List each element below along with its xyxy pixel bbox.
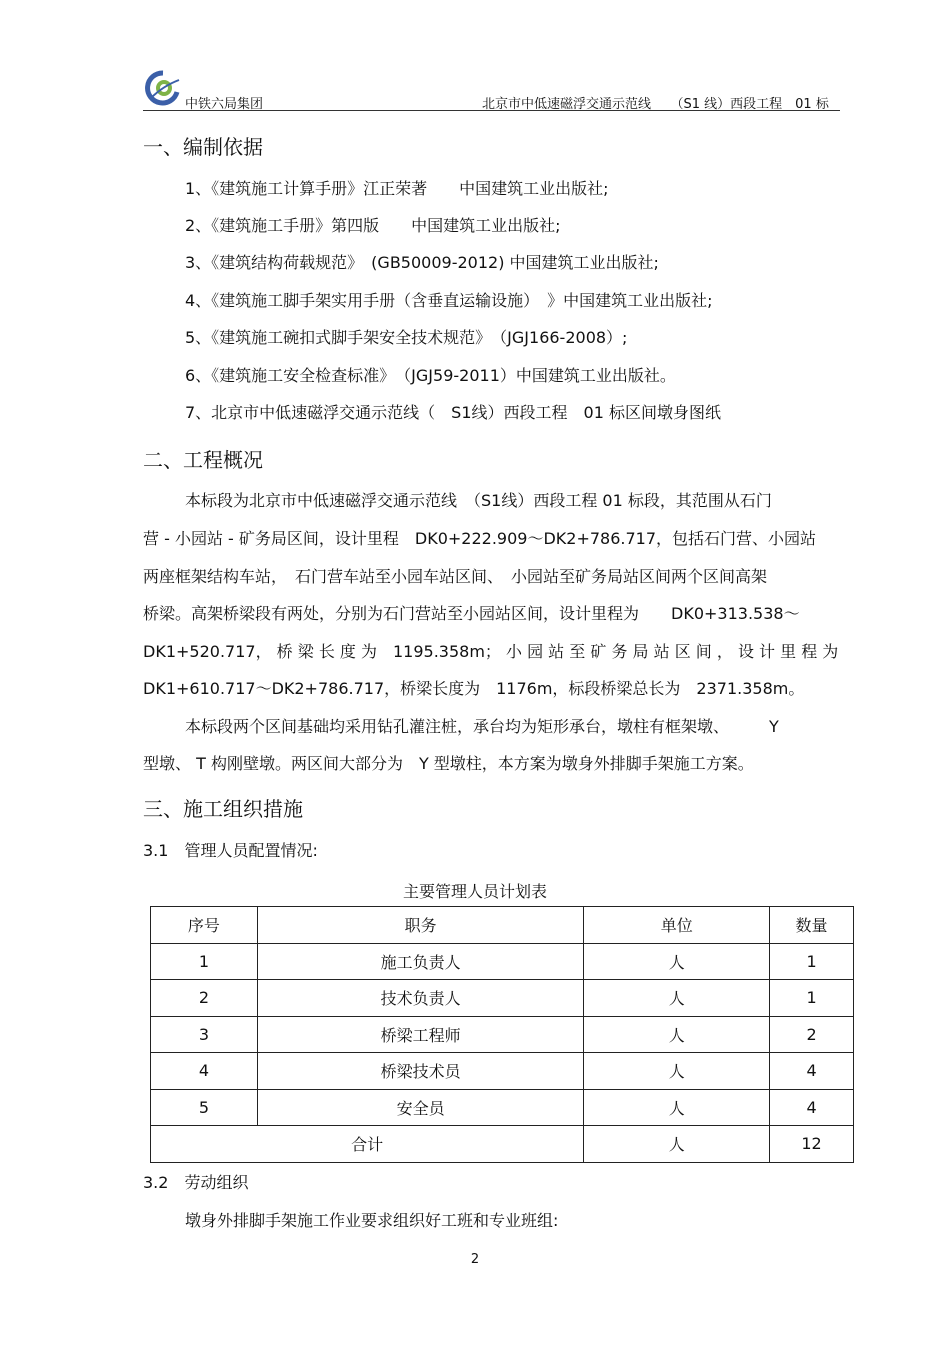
section2-title: 二、工程概况 xyxy=(143,448,263,472)
cell-quantity: 1 xyxy=(770,943,854,980)
reference-item: 1、《建筑施工计算手册》江正荣著 中国建筑工业出版社; xyxy=(185,179,609,198)
cell-unit: 人 xyxy=(584,943,770,980)
cell-quantity: 1 xyxy=(770,980,854,1017)
table-header-row xyxy=(151,907,854,944)
table-row xyxy=(151,980,854,1017)
cell-quantity: 4 xyxy=(770,1053,854,1090)
cell-unit: 人 xyxy=(584,1126,770,1163)
table-total-row xyxy=(151,1126,854,1163)
header-cell-quantity: 数量 xyxy=(770,907,854,944)
cell-quantity: 2 xyxy=(770,1016,854,1053)
cell-no: 2 xyxy=(151,980,258,1017)
cell-total-label: 合计 xyxy=(151,1126,584,1163)
table-row xyxy=(151,1053,854,1090)
cell-unit: 人 xyxy=(584,1016,770,1053)
labor-text: 墩身外排脚手架施工作业要求组织好工班和专业班组: xyxy=(185,1211,559,1230)
overview-line: DK1+610.717～DK2+786.717，桥梁长度为 1176m，标段桥梁总长为 2371.358m。 xyxy=(143,679,805,698)
cell-no: 4 xyxy=(151,1053,258,1090)
subsection-3-2: 3.2 劳动组织 xyxy=(143,1173,249,1192)
cell-position: 施工负责人 xyxy=(257,943,584,980)
overview-line: 本标段两个区间基础均采用钻孔灌注桩，承台均为矩形承台，墩柱有框架墩、 Y xyxy=(185,717,779,736)
overview-line: 桥梁。高架桥梁段有两处，分别为石门营站至小园站区间，设计里程为 DK0+313.538～ xyxy=(143,604,800,623)
table-row xyxy=(151,1016,854,1053)
overview-line: 两座框架结构车站， 石门营车站至小园车站区间、 小园站至矿务局站区间两个区间高架 xyxy=(143,567,768,586)
overview-line: 型墩、 T 构刚壁墩。两区间大部分为 Y 型墩柱，本方案为墩身外排脚手架施工方案。 xyxy=(143,754,754,773)
header-cell-position: 职务 xyxy=(257,907,584,944)
cell-unit: 人 xyxy=(584,980,770,1017)
cell-position: 桥梁工程师 xyxy=(257,1016,584,1053)
section1-title: 一、编制依据 xyxy=(143,135,263,159)
cell-position: 技术负责人 xyxy=(257,980,584,1017)
cell-no: 5 xyxy=(151,1089,258,1126)
staff-table xyxy=(150,906,854,1163)
header-cell-unit: 单位 xyxy=(584,907,770,944)
section3-title: 三、施工组织措施 xyxy=(143,797,303,821)
table-row xyxy=(151,943,854,980)
reference-item: 5、《建筑施工碗扣式脚手架安全技术规范》 （JGJ166-2008）; xyxy=(185,328,628,347)
overview-line: 营 - 小园站 - 矿务局区间，设计里程 DK0+222.909～DK2+786.717，包括石门营、小园站 xyxy=(143,529,817,548)
reference-item: 3、《建筑结构荷载规范》 (GB50009-2012) 中国建筑工业出版社; xyxy=(185,253,659,272)
cell-position: 安全员 xyxy=(257,1089,584,1126)
cell-quantity: 4 xyxy=(770,1089,854,1126)
subsection-3-1: 3.1 管理人员配置情况: xyxy=(143,841,318,860)
reference-item: 2、《建筑施工手册》第四版 中国建筑工业出版社; xyxy=(185,216,561,235)
table-caption: 主要管理人员计划表 xyxy=(402,882,547,901)
cell-no: 3 xyxy=(151,1016,258,1053)
cell-position: 桥梁技术员 xyxy=(257,1053,584,1090)
header-rule xyxy=(143,110,840,111)
cell-unit: 人 xyxy=(584,1053,770,1090)
overview-line: DK1+520.717， 桥 梁 长 度 为 1195.358m； 小 园 站 至 矿 务 局 站 区 间 ， 设 计 里 程 为 xyxy=(143,642,839,661)
company-logo xyxy=(143,70,183,106)
reference-item: 7、北京市中低速磁浮交通示范线（ S1线）西段工程 01 标区间墩身图纸 xyxy=(185,403,721,422)
header-project: 北京市中低速磁浮交通示范线 （S1 线）西段工程 01 标 xyxy=(482,97,829,112)
reference-item: 4、《建筑施工脚手架实用手册（含垂直运输设施） 》中国建筑工业出版社; xyxy=(185,291,713,310)
cell-unit: 人 xyxy=(584,1089,770,1126)
header-company: 中铁六局集团 xyxy=(185,97,264,112)
overview-line: 本标段为北京市中低速磁浮交通示范线 （S1线）西段工程 01 标段，其范围从石门 xyxy=(185,491,772,510)
reference-item: 6、《建筑施工安全检查标准》 （JGJ59-2011）中国建筑工业出版社。 xyxy=(185,366,676,385)
page-number: 2 xyxy=(470,1252,480,1267)
table-row xyxy=(151,1089,854,1126)
cell-no: 1 xyxy=(151,943,258,980)
header-cell-no: 序号 xyxy=(151,907,258,944)
cell-total-quantity: 12 xyxy=(770,1126,854,1163)
